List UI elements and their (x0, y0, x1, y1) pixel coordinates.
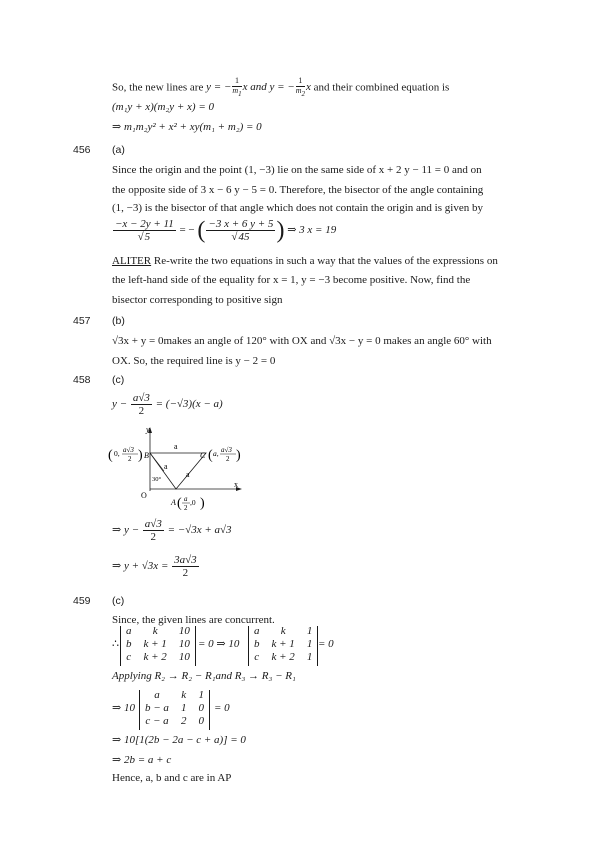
b-coord-num: a√3 (123, 446, 134, 454)
side-inner-label: a (164, 462, 168, 471)
determinant-row (120, 637, 196, 650)
determinant-cell: 1 (306, 624, 313, 637)
determinant-cell: 1 (306, 637, 313, 650)
question-number-457: 457 (73, 315, 91, 327)
inner-line (150, 453, 164, 471)
svg-text:): ) (138, 448, 143, 463)
svg-text:(: ( (108, 448, 113, 463)
b-coord-left: 0, (114, 449, 120, 458)
a-coord-num: a (184, 495, 188, 503)
determinant-cell: 0 (198, 701, 204, 714)
question-number-459: 459 (73, 595, 91, 607)
question-number-458: 458 (73, 374, 91, 386)
determinant-cell: a (254, 624, 260, 637)
x-label: x (234, 480, 238, 489)
determinant-cell: 10 (178, 637, 190, 650)
determinant-cell: c − a (145, 714, 169, 727)
determinant-cell: c (254, 650, 260, 663)
q458-line-equation: y − $\frac{a√3}{2}$ = (−√3)(x − a) (112, 392, 223, 418)
expanded-equation: ⇒ m₁m₂y² + x² + xy(m₁ + m₂) = 0 (112, 121, 262, 133)
determinant-cell: c (126, 650, 132, 663)
determinant-cell: b − a (145, 701, 169, 714)
determinant-row (120, 650, 196, 663)
svg-text:(: ( (208, 448, 213, 463)
det-end: = 0 (318, 638, 334, 650)
determinant-row (248, 637, 318, 650)
answer-458: (c) (112, 374, 125, 386)
svg-text:(: ( (177, 496, 182, 511)
determinant-cell: k + 2 (271, 650, 295, 663)
determinant-cell: a (154, 688, 160, 701)
det-middle: = 0 ⇒ 10 (198, 638, 240, 650)
angle-label: 30° (152, 476, 162, 483)
q457-line-2: OX. So, the required line is y − 2 = 0 (112, 355, 276, 367)
q458-step-2: ⇒ y + √3x = $\frac{3a√3}{2}$ (112, 554, 197, 580)
answer-456: (a) (112, 144, 125, 156)
determinant-cell: 1 (180, 701, 187, 714)
line-eq-1: y = − $\frac{1}{m_1}$ x and y = − $\frac{1}{m_2}$ x (206, 76, 314, 98)
determinant-cell: k + 2 (143, 650, 167, 663)
side-ca-label: a (186, 470, 190, 479)
determinant-cell: k + 1 (271, 637, 295, 650)
triangle-figure (108, 425, 248, 515)
q459-conclusion: Hence, a, b and c are in AP (112, 772, 232, 784)
triangle (150, 453, 206, 489)
determinant-row (248, 650, 318, 663)
origin-label: O (141, 491, 147, 500)
q456-paragraph-line-2: the opposite side of 3 x − 6 y − 5 = 0. Therefore, the bisector of the angle containing (112, 184, 484, 196)
determinant-row (120, 624, 196, 637)
side-bc-label: a (174, 442, 178, 451)
aliter-line-2: the left-hand side of the equality for x = 1, y = −3 become positive. Now, find the (112, 274, 471, 286)
q456-paragraph-line-1: Since the origin and the point (1, −3) lie on the same side of x + 2 y − 11 = 0 and on (112, 164, 482, 176)
q459-intro: Since, the given lines are concurrent. (112, 614, 275, 626)
bisector-equation: $\frac{-x - 2y + 11}{√5}$ = − ( $\frac{-3 x + 6 y + 5}{√45}$ ) ⇒ 3 x = 19 (115, 217, 337, 244)
determinant-row (248, 624, 318, 637)
c-coord-left: a, (213, 449, 219, 458)
vertex-c-label: C (200, 451, 206, 460)
c-coord-num: a√3 (221, 446, 232, 454)
determinant-cell: k (152, 624, 158, 637)
combined-equation: (m₁y + x)(m₂y + x) = 0 (112, 101, 214, 113)
determinant-cell: 1 (198, 688, 204, 701)
q458-step-1: ⇒ y − $\frac{a√3}{2}$ = −√3x + a√3 (112, 518, 232, 544)
determinant-row (139, 714, 210, 727)
svg-text:): ) (236, 448, 241, 463)
y-label: y (146, 425, 150, 434)
determinant-row (139, 688, 210, 701)
q459-step-1: ⇒ 10[1(2b − 2a − c + a)] = 0 (112, 734, 246, 746)
q457-line-1: √3x + y = 0makes an angle of 120° with OX and √3x − y = 0 makes an angle 60° with (112, 335, 492, 347)
determinant-row (139, 701, 210, 714)
therefore-symbol: ∴ (112, 638, 119, 650)
determinant-cell: b (254, 637, 260, 650)
b-coord-den: 2 (128, 455, 132, 463)
answer-459: (c) (112, 595, 125, 607)
svg-text:): ) (200, 496, 205, 511)
aliter-line-3: bisector corresponding to positive sign (112, 294, 283, 306)
determinant-cell: b (126, 637, 132, 650)
determinant-2 (248, 624, 318, 663)
determinant-cell: a (126, 624, 132, 637)
applying-row-ops: Applying R₂ → R₂ − R₁and R₃ → R₃ − R₁ (112, 670, 296, 682)
a-coord-den: 2 (184, 504, 188, 512)
q459-step-2: ⇒ 2b = a + c (112, 754, 172, 766)
determinant-cell: 1 (306, 650, 313, 663)
determinant-cell: 10 (178, 624, 190, 637)
vertex-b-label: B (144, 451, 149, 460)
det3-prefix: ⇒ 10 (112, 702, 135, 714)
determinant-1 (120, 624, 196, 663)
c-coord-den: 2 (226, 455, 230, 463)
determinant-cell: 2 (180, 714, 187, 727)
determinant-cell: k (280, 624, 286, 637)
aliter-line-1: ALITER Re-write the two equations in such a way that the values of the expressions on (112, 255, 498, 267)
new-lines-sentence: So, the new lines are y = − $\frac{1}{m_1}$ x and y = − $\frac{1}{m_2}$ x and their combined equation is (112, 76, 450, 98)
determinant-cell: 0 (198, 714, 204, 727)
det3-end: = 0 (214, 702, 230, 714)
determinant-3 (139, 688, 210, 727)
vertex-a-label: A (171, 498, 176, 507)
q456-paragraph-line-3: (1, −3) is the bisector of that angle which does not contain the origin and is given by (112, 202, 483, 214)
aliter-label: ALITER (112, 255, 152, 267)
answer-457: (b) (112, 315, 125, 327)
determinant-cell: k + 1 (143, 637, 167, 650)
question-number-456: 456 (73, 144, 91, 156)
determinant-cell: 10 (178, 650, 190, 663)
determinant-cell: k (181, 688, 187, 701)
a-coord-right: ,0 (190, 498, 196, 507)
